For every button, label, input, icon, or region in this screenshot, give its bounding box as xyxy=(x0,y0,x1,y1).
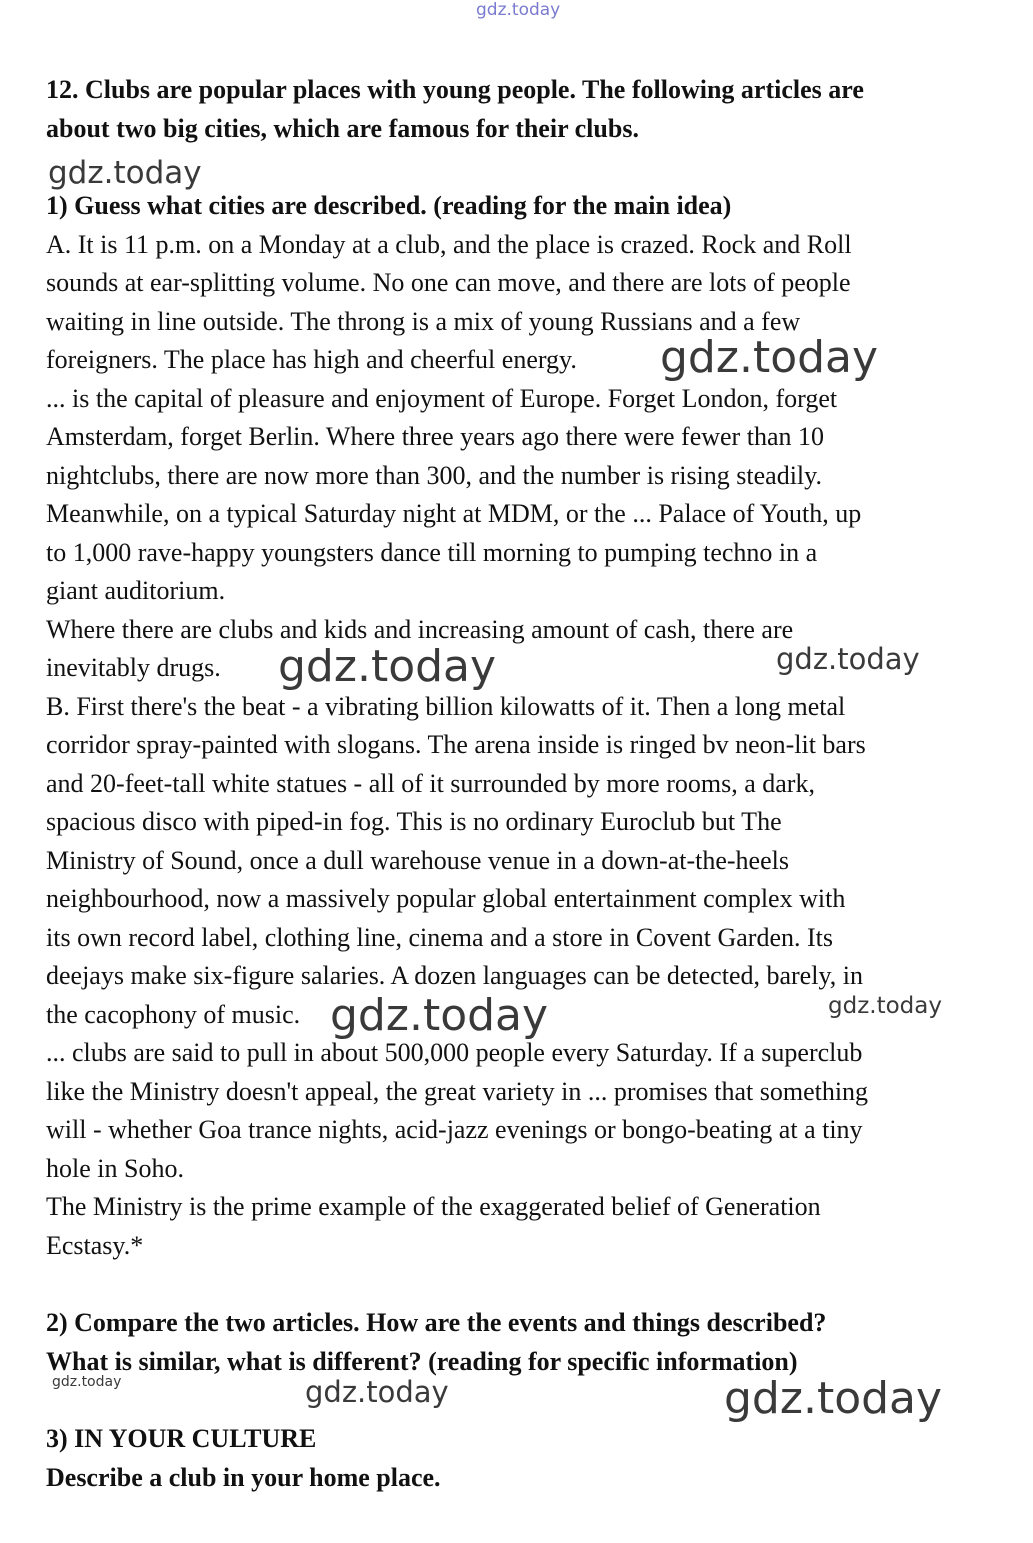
part2-heading-line: What is similar, what is different? (reading for specific information) xyxy=(46,1347,798,1376)
article-a-line: Amsterdam, forget Berlin. Where three years ago there were fewer than 10 xyxy=(46,422,824,451)
article-a-line: inevitably drugs. xyxy=(46,653,221,682)
task-title-line: 12. Clubs are popular places with young people. The following articles are xyxy=(46,75,864,104)
article-b-line: its own record label, clothing line, cinema and a store in Covent Garden. Its xyxy=(46,923,833,952)
article-b-line: The Ministry is the prime example of the exaggerated belief of Generation xyxy=(46,1192,821,1221)
watermark: gdz.today xyxy=(660,332,879,383)
article-b-line: spacious disco with piped-in fog. This is no ordinary Euroclub but The xyxy=(46,807,782,836)
article-b-line: deejays make six-figure salaries. A dozen languages can be detected, barely, in xyxy=(46,961,863,990)
article-a-line: nightclubs, there are now more than 300, and the number is rising steadily. xyxy=(46,461,822,490)
watermark: gdz.today xyxy=(52,1374,122,1390)
article-a-line: ... is the capital of pleasure and enjoyment of Europe. Forget London, forget xyxy=(46,384,838,413)
article-a-line: Where there are clubs and kids and increasing amount of cash, there are xyxy=(46,615,794,644)
part2-heading-line: 2) Compare the two articles. How are the events and things described? xyxy=(46,1308,827,1337)
article-b-line: like the Ministry doesn't appeal, the great variety in ... promises that something xyxy=(46,1077,869,1106)
watermark: gdz.today xyxy=(278,641,497,692)
article-b-line: corridor spray-painted with slogans. The arena inside is ringed bv neon-lit bars xyxy=(46,730,866,759)
article-a-line: waiting in line outside. The throng is a mix of young Russians and a few xyxy=(46,307,801,336)
watermark: gdz.today xyxy=(48,155,202,191)
article-b-line: Ecstasy.* xyxy=(46,1231,144,1260)
task-title-line: about two big cities, which are famous for their clubs. xyxy=(46,114,639,143)
article-b-line: Ministry of Sound, once a dull warehouse venue in a down-at-the-heels xyxy=(46,846,789,875)
article-b-line: B. First there's the beat - a vibrating billion kilowatts of it. Then a long metal xyxy=(46,692,846,721)
article-a-line: foreigners. The place has high and cheerful energy. xyxy=(46,345,577,374)
article-b-line: hole in Soho. xyxy=(46,1154,184,1183)
article-a-line: A. It is 11 p.m. on a Monday at a club, and the place is crazed. Rock and Roll xyxy=(46,230,852,259)
article-b-line: the cacophony of music. xyxy=(46,1000,301,1029)
watermark: gdz.today xyxy=(476,0,561,20)
part1-heading: 1) Guess what cities are described. (reading for the main idea) xyxy=(46,191,732,220)
watermark: gdz.today xyxy=(330,990,549,1041)
article-a-line: giant auditorium. xyxy=(46,576,226,605)
watermark: gdz.today xyxy=(776,642,920,676)
watermark: gdz.today xyxy=(305,1375,449,1409)
part3-task: Describe a club in your home place. xyxy=(46,1463,441,1492)
article-a-line: to 1,000 rave-happy youngsters dance till morning to pumping techno in a xyxy=(46,538,818,567)
watermark: gdz.today xyxy=(828,993,942,1019)
article-b-line: and 20-feet-tall white statues - all of it surrounded by more rooms, a dark, xyxy=(46,769,815,798)
part3-heading: 3) IN YOUR CULTURE xyxy=(46,1424,317,1453)
article-b-line: will - whether Goa trance nights, acid-jazz evenings or bongo-beating at a tiny xyxy=(46,1115,863,1144)
article-a-line: sounds at ear-splitting volume. No one can move, and there are lots of people xyxy=(46,268,851,297)
article-b-line: ... clubs are said to pull in about 500,000 people every Saturday. If a superclub xyxy=(46,1038,863,1067)
article-b-line: neighbourhood, now a massively popular global entertainment complex with xyxy=(46,884,846,913)
article-a-line: Meanwhile, on a typical Saturday night at MDM, or the ... Palace of Youth, up xyxy=(46,499,862,528)
watermark: gdz.today xyxy=(724,1373,943,1424)
